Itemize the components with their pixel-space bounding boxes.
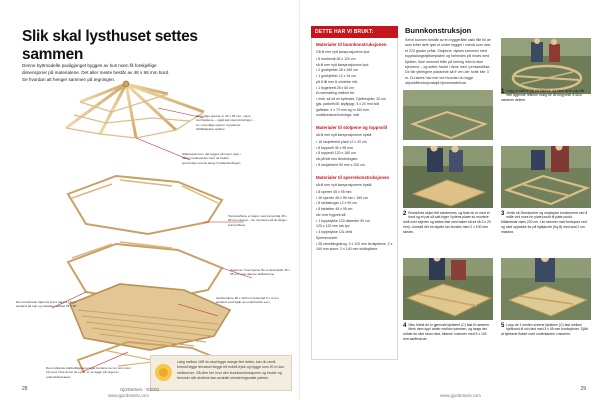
footer-url-left: www.gjordetselv.com [108, 393, 149, 398]
list-item: • 8 stolpebeint 95 mm x 200 cm [316, 162, 365, 167]
section-subtitle: Gå til mer nytt kørsprosjonens lyst: [316, 49, 370, 54]
right-page [300, 0, 600, 400]
step-5 [501, 258, 591, 337]
list-item: 120 x 120 mm tak lys: [316, 224, 351, 229]
step-1 [501, 86, 591, 103]
step-number: 1 [501, 88, 505, 95]
section-title: Materialer til stolpene og toppsvill [316, 125, 387, 131]
section-heading: Bunnkonstruksjon [405, 26, 472, 35]
illustration-label-3: Stolpene i hver hjørne får et skiveskifte 45 x 95 mm som danner skråstiverne. [230, 268, 291, 277]
step-4 [403, 258, 493, 342]
materials-section-2 [316, 175, 393, 252]
list-item: • 8 skråstiviger 12 x 90 cm [316, 201, 357, 206]
list-item: så på tidt mer åmdrsingsm: [316, 157, 359, 162]
section-intro: Selve bunnen bestlår av en tryggeråfte uslik fille till de sam krfter dele lyse ut under bygget i noenå som over et 223 grader pråst. Stolpene, dyktes sammen med toppbalangsbjelkerplater/ og forbindes på innvis med bjelken. Ikke nemmet fråte på herinig infoi la dine bjerrerne – og setter, fastet i dene med i pressestikke. De blir ytterligere plassrede så fr ven der hofte bler 3 m. Du køres hav mer om hvordan du legge uttyrskiftfunksjonstajå hjemmeadet/var. [405, 38, 491, 86]
list-item: • 8 toppsvill 120 x 160 cm [316, 151, 356, 156]
photo-step-5 [501, 258, 591, 320]
photo-step-2 [403, 146, 493, 208]
illustration-label-6: Den midterste dobbeltbjelkene laget bordene ser en som-men (4) med. Hvis du lar de og ta, er en ligger på vegene i undersiden/cases. [46, 366, 131, 379]
construction-section [403, 26, 591, 370]
section-subtitle: så til mer nytt kørsprosjonene bystå: [316, 132, 373, 137]
materials-box-header: DETTE HAR VI BRUKT: [311, 26, 398, 38]
illustration-label-0: Utvendige sperrer er 45 x 95 mm, mens tverrbjelkene – også kalt sperrebindinger – er i utvendige sperrer og lektene stiftbiltelpane spikres [196, 114, 255, 132]
section-items [316, 57, 393, 118]
list-item: • 1 gulvbjelker 12 x 34 cm [316, 74, 356, 79]
page-title: Slik skal lysthuset settes sammen [22, 28, 198, 63]
materials-section-0 [316, 42, 393, 118]
materials-box-body [311, 38, 398, 360]
section-items [316, 190, 393, 252]
intro-paragraph: Denne byttmodelle pavilgjonget bygges av hus noen få forskjellige dimensjoner på materialene. Det aller meste består av 48 x 98 mm bord. Se hvordan alt henger sammen på tegningen. [22, 63, 170, 83]
section-title: Materialer til bunnkonstruksjonen [316, 42, 387, 47]
list-item: • 8 sperrer 45 x 95 mm [316, 189, 352, 194]
list-item: • 8 kantmodt 28 x 120 cm [316, 56, 356, 61]
list-item: så til mer nytt kørsprosjonens lyst: [316, 62, 369, 67]
list-item: til overnatting mellom tre: [316, 91, 356, 96]
list-item: • 1 bygebrett 25 x 60 cm [316, 85, 354, 90]
step-caption: 5 Lepp de 1 nesten svinrne bjelkene (C) fast mellom bjelkonst til och fast med 3 x 45 mm bordspikner. Gjåd at bjelkene flukter med underkanten i rammen. [501, 322, 588, 337]
illustration-label-4: Den trekantede hjørnets kryss legges på en avstand på opp og utelukker dobbel 45 x 95. [16, 300, 77, 309]
footer-issue: GjorDetSelv · 9/2003 [120, 387, 160, 392]
step-number: 4 [403, 322, 407, 329]
list-item: • 2 gulvbjelker 28 x 260 cm [316, 68, 358, 73]
list-item: • 8 taklekter 45 x 95 cm [316, 207, 353, 212]
step-caption: 3 Jevkk så 2bnskontrer og ompbyder konstrumert ved å måle ved noes for plate punkt til plate punkt. Målsetshal vises 220 cm. Lim rammer med bedspors ved og med oppsikke for på hjølpkorte (frq å) med skal 2 cm imstand. [501, 210, 588, 235]
tip-box [150, 355, 292, 391]
list-item: • 1 toppstykke 120 diameter 90 cm [316, 218, 370, 223]
section-items [316, 140, 393, 168]
list-item: • 4 toppstykke 10L drist [316, 230, 353, 235]
list-item: • 16 sperrer 45 x 95 mm / 160 cm [316, 195, 368, 200]
step-number: 3 [501, 210, 505, 217]
step-caption: 1 Legg ut rullene (A) på flakkes, og klem dem opp slik ette liggende rektiom mulig for de begynner å skru sammen delene. [501, 88, 585, 103]
section-title: Materialer til sperrekonstruksjonen [316, 175, 390, 181]
illustration-label-2: Toppsveiffene er lagret med innvendig 45 x 95 mm sperrer – de monteres på de lange i bunnsvillene. [228, 214, 288, 227]
photo-step-1-image [403, 90, 493, 140]
list-item: på å till mer å orndetre inå: [316, 79, 358, 84]
sun-icon [155, 364, 172, 381]
list-item: • 8 toppsvill 45 x 95 mm [316, 145, 354, 150]
photo-step-3 [501, 146, 591, 208]
photo-step-4 [403, 258, 493, 320]
page-number-left: 28 [22, 386, 28, 392]
photo-step-1 [403, 90, 493, 140]
materials-section-1 [316, 125, 393, 168]
step-3 [501, 146, 591, 235]
list-item: • innk. så nå en byttmats, Gjelbesjeler, 20 cm gjls. parkett/45, tøyåppgr. 3 x 20 mm bolt gafteker, 4 x 70 mm og m 160 mm sudbliveskue/holminge, krår [316, 97, 386, 117]
step-number: 5 [501, 322, 505, 329]
materials-box [311, 26, 398, 366]
list-item: • 28 utmeklingskrog, 3 x 120 mm lerdspikene, 2 x 160 mm skrue, 2 x 140 mm skråspikere [316, 241, 393, 251]
list-item: så i mer bygveit så: [316, 212, 347, 217]
illustration-label-1: Stikkesperrene i det legges på topp i topp i dårlig merkesteden hvor de holder sperren/gn ned de lange til takkebindingen. [182, 152, 242, 165]
constr-header [403, 26, 591, 92]
step-caption: 4 Skru bitest de to gjennale bjelkene (C) fast til rammen. Merk dem opp! ander mellom sammen, og langs det rnflote du slire skorn fast, bildene i rammer med 9 x 100 mm sørffeskrue. [403, 322, 490, 342]
step-number: 2 [403, 210, 407, 217]
list-item: • 16 stolpebeint plant 12 x 20 cm [316, 139, 367, 144]
section-subtitle: så til mer nytt kørsprosjonene bystå: [316, 182, 373, 187]
list-item: Sperremodell: [316, 235, 338, 240]
tip-text: Løsg mellom 16R du skal legge mange fine detter, kan du unnå forhold legge terrassel begge eit enkelt trykk og bygge som 20 m duo mellomrom. Så dine her hvor den bunnkonstruksjonen og bruker og fremmer alle stoltene kan avslutte orienteringsmate palmer. [177, 360, 285, 380]
footer-url-right: www.gjordetselv.com [440, 393, 481, 398]
step-caption: 2 Bruns/tves skjert tett sammenes, og flate du er med et bord og et par så satt inger i lydens plater so montere midt over skjertrn og settes fast med baker så sa så 3 x 20 mm). Unnskå det mi skjotte ser bundes med 2 x 100 mm skrues. [403, 210, 491, 235]
illustration-label-5: Gulvbordene 28 x 120 mm festenad 3 x 4 mm avstand med hjølp av underbordet som. [216, 296, 279, 305]
page-number-right: 29 [580, 386, 586, 392]
step-2 [403, 146, 493, 235]
